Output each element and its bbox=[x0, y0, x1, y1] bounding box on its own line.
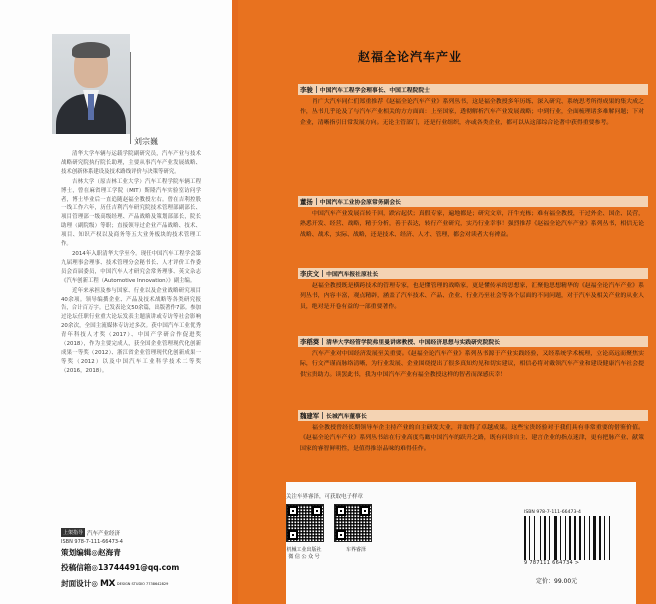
submission-email: 投稿信箱◎13744491@qq.com bbox=[61, 563, 180, 572]
reviewer-name: 李庆文 bbox=[300, 270, 320, 278]
shelving-guide-box: 上架指导 bbox=[63, 530, 84, 536]
editor-credit: 策划编辑◎赵海青 bbox=[61, 548, 121, 557]
barcode-bar bbox=[551, 516, 553, 560]
barcode-bar bbox=[540, 516, 541, 560]
review-header bbox=[298, 336, 648, 347]
reviewer-separator bbox=[316, 198, 317, 205]
qr-caption-publisher: 机械工业出版社 微 信 公 众 号 bbox=[286, 547, 322, 560]
barcode-bar bbox=[569, 516, 571, 560]
back-cover bbox=[238, 0, 656, 604]
review-header bbox=[298, 196, 648, 207]
barcode-bar bbox=[531, 516, 533, 560]
barcode-bar bbox=[527, 516, 528, 560]
barcode-bar bbox=[599, 516, 601, 560]
reviewer-name: 董扬 bbox=[300, 198, 313, 206]
barcode bbox=[524, 516, 614, 560]
reviewer-title: 清华大学经管学院弗里曼讲席教授、中国经济思想与实践研究院院长 bbox=[326, 340, 501, 346]
cover-designer-credit bbox=[61, 578, 168, 589]
review-block bbox=[298, 84, 648, 128]
price: 定价：99.00元 bbox=[536, 578, 578, 585]
barcode-digits: 9 787111 664734 > bbox=[524, 560, 580, 566]
barcode-bar bbox=[591, 516, 592, 560]
review-text: 汽车产业对中国经济发展至关重要。《赵福全论汽车产业》系列丛书源于产业实践经验，又经系统学术梳理，立论高远而聚焦实际，行文严谨而脉络清晰，为行业发展、企业围绕提出了很多真知灼见和切实建议，相信必将对戴领汽车产业和建设健康汽车社会提供宝贵助力。读罢此书，我为中国汽车产业有福全教授这样的智者而深感庆幸！ bbox=[300, 351, 644, 378]
barcode-bar bbox=[586, 516, 588, 560]
back-flap bbox=[0, 0, 232, 604]
reviewer-separator bbox=[322, 270, 323, 277]
barcode-bar bbox=[536, 516, 539, 560]
reviewer-name: 魏建军 bbox=[300, 412, 320, 420]
designer-logo: MX bbox=[100, 578, 115, 589]
barcode-bar bbox=[547, 516, 548, 560]
review-text: 肖广大汽车同仁们郑重推荐《赵福全论汽车产业》系列丛书，这是福全教授多年历练、深入研究、系统思考所得成果的集大成之作，丛书几乎论及了与汽车产业相关的方方面面：上至国家，透彻解析汽车产业发展战略；中到行业，全面梳理诸多难解问题；下对企业，清晰指引日常发展方向。无论主管部门，还是行业组织，亦或各类企业，都可以从这部综合论著中获得重要参考。 bbox=[300, 99, 644, 126]
barcode-bar bbox=[565, 516, 566, 560]
bio-paragraph: 吉林大学（原吉林工业大学）汽车工程学院车辆工程博士，曾在麻省理工学院（MIT）斯隆汽车实验室访问学者，博士毕业后一直追随赵福全教授左右。曾在吉利控股一线工作六年，历任吉利汽车研究院技术管理部副部长、项目管理部一级高级经理、产品战略及策划部部长，院长助理（副院级）等职；直接领导过企业产品战略、技术、项目、知识产权以及商务等五大业务板块的技术管理工作。 bbox=[61, 178, 201, 248]
author-divider bbox=[130, 52, 131, 144]
barcode-block bbox=[524, 510, 614, 566]
designer-logo-sub: DESIGN STUDIO 7738642829 bbox=[116, 581, 169, 586]
qr-code-wechat[interactable] bbox=[334, 504, 372, 542]
barcode-bar bbox=[529, 516, 530, 560]
isbn-small: ISBN 978-7-111-66473-4 bbox=[61, 539, 123, 545]
barcode-bar bbox=[574, 516, 577, 560]
review-block bbox=[298, 196, 648, 240]
shelving-guide-category: 汽车产业经济 bbox=[87, 530, 121, 537]
barcode-bar bbox=[606, 516, 608, 560]
barcode-bar bbox=[567, 516, 568, 560]
reviewer-separator bbox=[316, 86, 317, 93]
review-text: 赵福全教授既是横跨技术的管理专家，也是懂管理的战略家，更是懂传承的思想家，汇聚他思想精华的《赵福全论汽车产业》系列丛书，内容丰富，观点精辟，涵盖了汽车技术、产品、企业、行业乃至社会等各个层面的不同问题，对于汽车及相关产业的从业人员，绝对是开卷有益的一部重要著作。 bbox=[300, 283, 644, 310]
reviewer-separator bbox=[322, 338, 323, 345]
barcode-bar bbox=[572, 516, 573, 560]
author-photo bbox=[52, 34, 130, 134]
qr-code-publisher[interactable] bbox=[286, 504, 324, 542]
reviewer-name: 李骏 bbox=[300, 86, 313, 94]
barcode-bar bbox=[611, 516, 613, 560]
review-text: 中国汽车产业发展百转千回，跌宕起伏；真假专家，遍地都是；研究文章，汗牛充栋；难有福全教授，干过外企、国企、民营，熟悉开发、经营、战略，精于分析，善于表达，转行产业研究，实乃行业幸事！强烈推荐《赵福全论汽车产业》系列丛书，相信无论战略、战术，实际、战略，还是技术、经济、人才、管理，都会对读者大有裨益。 bbox=[300, 211, 644, 238]
barcode-bar bbox=[542, 516, 543, 560]
barcode-bar bbox=[593, 516, 596, 560]
reviewer-title: 中国汽车工业协会原常务副会长 bbox=[319, 200, 401, 206]
barcode-bar bbox=[589, 516, 590, 560]
review-header bbox=[298, 84, 648, 95]
bio-paragraph: 2014年入职清华大学至今。现任中国汽车工程学会第九届理事会理事、技术管理分会秘书长、人才评价工作委员会首届委员，中国汽车人才研究会常务理事、英文杂志《汽车创新工程（Automotive Innovation）》副主编。 bbox=[61, 250, 201, 284]
publisher-logo-block bbox=[61, 528, 191, 545]
review-header bbox=[298, 268, 648, 279]
bio-paragraph: 清华大学车辆与运载学院副研究员，汽车产业与技术战略研究院执行院长助理，主要从事汽车产业发展战略、技术创新体系建设及技术路线评价与决策等研究。 bbox=[61, 151, 201, 175]
reviewer-title: 中国汽车报社原社长 bbox=[326, 272, 379, 278]
reviewer-title: 长城汽车董事长 bbox=[326, 414, 367, 420]
review-block bbox=[298, 336, 648, 380]
book-title: 赵福全论汽车产业 bbox=[358, 50, 463, 64]
barcode-bar bbox=[560, 516, 561, 560]
qr-caption-wechat: 车界睿泽 bbox=[345, 547, 366, 553]
scan-hint: 关注车界睿泽，可获取电子样章 bbox=[286, 494, 364, 500]
reviewer-title: 中国汽车工程学会理事长、中国工程院院士 bbox=[319, 88, 430, 94]
barcode-bar bbox=[558, 516, 559, 560]
barcode-bar bbox=[554, 516, 557, 560]
barcode-bar bbox=[577, 516, 578, 560]
shelving-guide bbox=[61, 528, 191, 537]
author-bio bbox=[61, 150, 201, 377]
barcode-bar bbox=[584, 516, 585, 560]
barcode-bar bbox=[524, 516, 526, 560]
barcode-bar bbox=[604, 516, 605, 560]
barcode-bar bbox=[549, 516, 550, 560]
barcode-bar bbox=[534, 516, 535, 560]
barcode-bar bbox=[562, 516, 564, 560]
designer-prefix: 封面设计◎ bbox=[61, 579, 99, 588]
review-block bbox=[298, 410, 648, 454]
barcode-bar bbox=[579, 516, 581, 560]
author-name: 刘宗巍 bbox=[134, 137, 158, 146]
reviewer-separator bbox=[322, 412, 323, 419]
barcode-bar bbox=[582, 516, 583, 560]
review-block bbox=[298, 268, 648, 312]
isbn-label: ISBN 978-7-111-66473-4 bbox=[524, 510, 581, 515]
review-text: 福全教授曾经长期领导车企主持产业的自主研发大业，并取得了卓越成果。这些宝贵经验对于我们具有非常重要的借鉴价值。《赵福全论汽车产业》系列丛书站在行业高度鸟瞰中国汽车的跃升之路，既有问诊自主、建言企业的指点迷津，更有把脉产业、献策国家的睿智鲜明性，是值得推崇品味的难得佳作。 bbox=[300, 425, 644, 452]
barcode-bar bbox=[544, 516, 546, 560]
barcode-bar bbox=[609, 516, 610, 560]
barcode-bar bbox=[602, 516, 603, 560]
review-header bbox=[298, 410, 648, 421]
reviewer-name: 李稻葵 bbox=[300, 338, 320, 346]
bio-paragraph: 近年来承担及参与国家、行业以及企业战略研究项目40余项。领导编撰企业、产品及技术战略等各类研究报告，合计百万字。已发表论文50余篇，出版著作7部。参加过论坛任职行业重大论坛发表主题演讲或专访等社会影响20余次，全国主流媒体专访过多次。获中国汽车工业优秀青年科技人才奖（2017）、中国产学研合作促进奖（2018），作为主要完成人，获全国企业管理现代化创新成果一等奖（2012）、浙江省企业管理现代化创新成果一等奖（2012）以及中国汽车工业科学技术二等奖（2016，2018）。 bbox=[61, 287, 201, 374]
barcode-bar bbox=[597, 516, 598, 560]
